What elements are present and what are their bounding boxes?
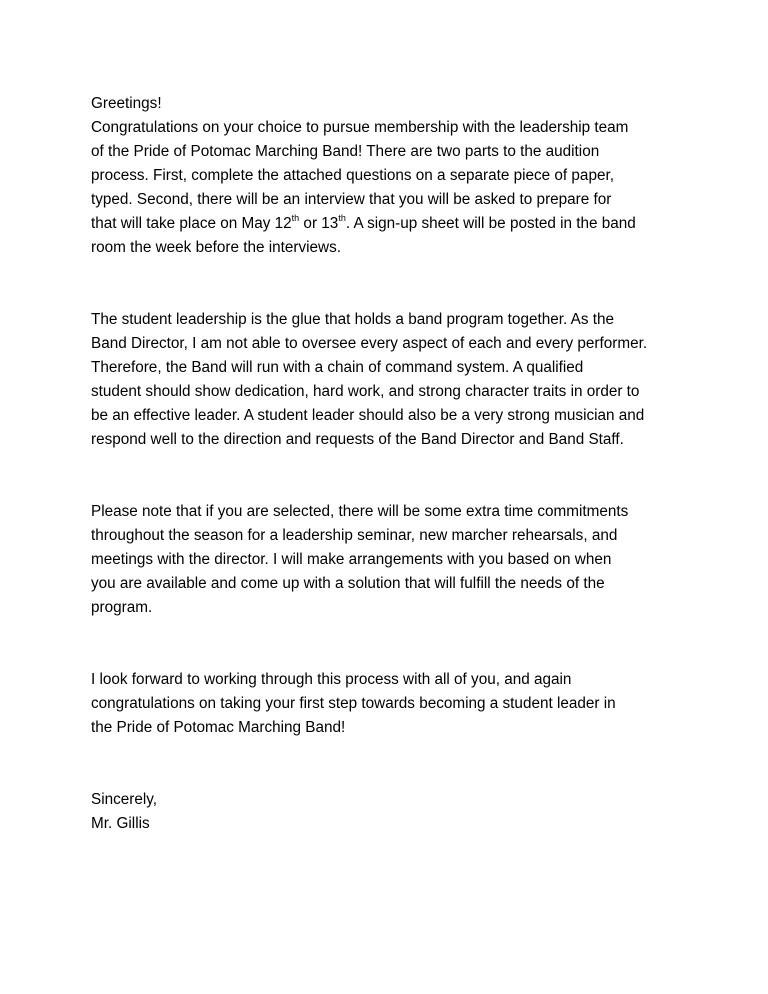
text-run: that will take place on May 12: [91, 215, 292, 232]
paragraph-line: congratulations on taking your first step towards becoming a student leader in: [91, 695, 616, 712]
paragraph-line: program.: [91, 599, 153, 616]
text-run: . A sign-up sheet will be posted in the band: [345, 215, 636, 232]
paragraph-line: be an effective leader. A student leader should also be a very strong musician and: [91, 407, 645, 424]
paragraph-line: throughout the season for a leadership seminar, new marcher rehearsals, and: [91, 527, 618, 544]
letter-signature: Mr. Gillis: [91, 815, 150, 832]
paragraph-line: you are available and come up with a solution that will fulfill the needs of the: [91, 575, 605, 592]
paragraph-line: Band Director, I am not able to oversee every aspect of each and every performer.: [91, 335, 648, 352]
ordinal-suffix: th: [291, 212, 300, 223]
ordinal-suffix: th: [338, 212, 346, 223]
paragraph-line: process. First, complete the attached questions on a separate piece of paper,: [91, 167, 614, 184]
paragraph-intro: [91, 116, 701, 260]
paragraph-line: student should show dedication, hard work, and strong character traits in order to: [91, 383, 640, 400]
paragraph-line: respond well to the direction and requests of the Band Director and Band Staff.: [91, 431, 624, 448]
letter-body: [91, 92, 701, 836]
paragraph-line: meetings with the director. I will make arrangements with you based on when: [91, 551, 612, 568]
paragraph-line: Congratulations on your choice to pursue membership with the leadership team: [91, 119, 629, 136]
paragraph-line-dates: [91, 212, 701, 236]
paragraph-line: I look forward to working through this process with all of you, and again: [91, 671, 572, 688]
letter-closing: Sincerely,: [91, 791, 158, 808]
letter-greeting: Greetings!: [91, 95, 162, 112]
paragraph-closing-remarks: [91, 668, 701, 740]
paragraph-line: typed. Second, there will be an interview that you will be asked to prepare for: [91, 191, 612, 208]
paragraph-line: the Pride of Potomac Marching Band!: [91, 719, 346, 736]
paragraph-line: Please note that if you are selected, there will be some extra time commitments: [91, 503, 629, 520]
paragraph-leadership: [91, 308, 701, 452]
paragraph-line: of the Pride of Potomac Marching Band! There are two parts to the audition: [91, 143, 600, 160]
paragraph-commitments: [91, 500, 701, 620]
paragraph-line: The student leadership is the glue that holds a band program together. As the: [91, 311, 614, 328]
paragraph-line: room the week before the interviews.: [91, 239, 341, 256]
text-run: or 13: [299, 215, 339, 232]
paragraph-line: Therefore, the Band will run with a chain of command system. A qualified: [91, 359, 584, 376]
